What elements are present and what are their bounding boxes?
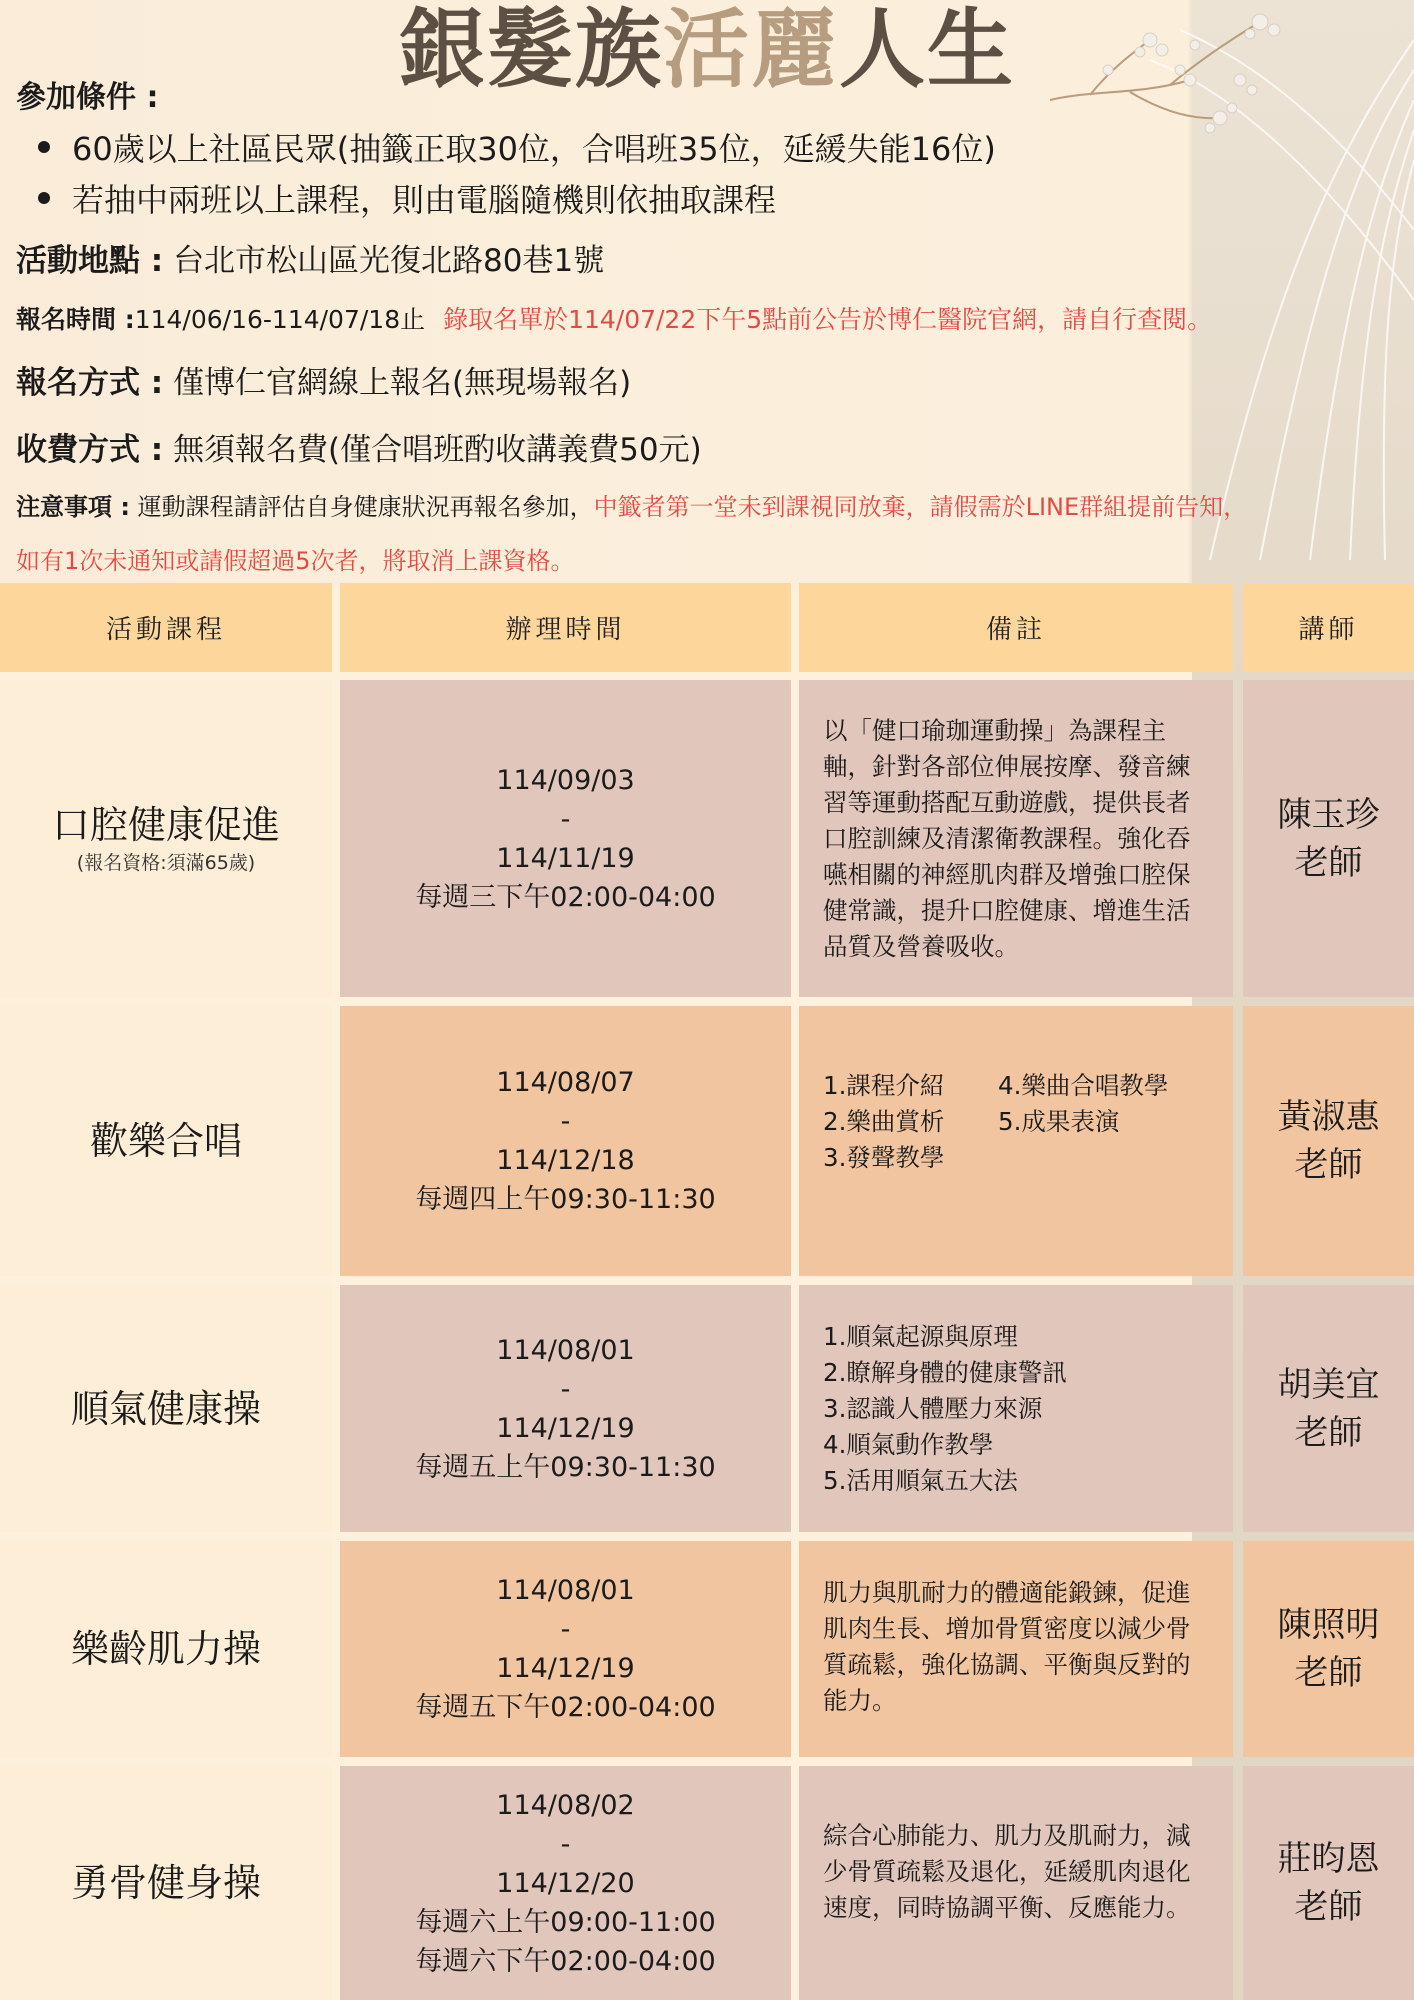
registration-time-value: 114/06/16-114/07/18止 [134,305,426,334]
note-item: 3.認識人體壓力來源 [823,1393,1043,1423]
start-date: 114/08/02 [496,1789,635,1821]
course-note-cell [799,1285,1233,1532]
end-date: 114/12/19 [496,1412,635,1444]
registration-time-label: 報名時間 : [16,305,135,334]
bullet-dot [38,192,50,204]
note-item: 4.順氣動作教學 [823,1429,994,1459]
course-note: 肌力與肌耐力的體適能鍛鍊，促進肌肉生長、增加骨質密度以減少骨質疏鬆，強化協調、平衡與反對的能力。 [823,1578,1191,1715]
end-date: 114/11/19 [496,842,635,874]
course-time-cell [340,1541,791,1757]
condition-item: 若抽中兩班以上課程，則由電腦隨機則依抽取課程 [72,181,777,219]
teacher-cell [1243,1285,1414,1532]
course-name-cell [0,1006,332,1276]
course-note-cell [799,1541,1233,1757]
date-separator: - [560,1828,571,1860]
condition-item: 60歲以上社區民眾(抽籤正取30位，合唱班35位，延緩失能16位) [72,130,996,168]
course-note-cell [799,1766,1233,2000]
course-time-cell [340,1285,791,1532]
course-name: 勇骨健身操 [70,1861,261,1905]
registration-method-line [16,357,631,402]
date-separator: - [560,803,571,835]
bullet-dot [38,141,50,153]
teacher-name: 陳照明 [1277,1605,1380,1645]
course-name-cell [0,1541,332,1757]
start-date: 114/08/07 [496,1067,635,1098]
teacher-title: 老師 [1294,1412,1363,1453]
note-item: 1.課程介紹 [823,1071,945,1100]
course-note-list [823,1068,1198,1176]
course-time-cell [340,1006,791,1276]
date-separator: - [560,1106,571,1137]
course-note: 以「健口瑜珈運動操」為課程主軸，針對各部位伸展按摩、發音練習等運動搭配互動遊戲，提供長者口腔訓練及清潔衛教課程。強化吞嚥相關的神經肌肉群及增強口腔保健常識，提升口腔健康、增進生活品質及營養吸收。 [823,715,1191,961]
fee-label: 收費方式 : [16,432,164,468]
course-time-cell [340,680,791,997]
teacher-cell [1243,1766,1414,2000]
registration-method-label: 報名方式 : [16,365,164,401]
notes-label: 注意事項 : [16,493,130,521]
teacher-title: 老師 [1294,842,1363,883]
teacher-name: 陳玉珍 [1277,794,1380,835]
registration-time-line [16,300,1212,336]
course-name: 樂齡肌力操 [70,1627,261,1671]
note-item: 5.成果表演 [998,1107,1120,1136]
course-name: 口腔健康促進 [51,803,280,847]
note-item: 3.發聲教學 [823,1143,945,1172]
location-value: 台北市松山區光復北路80巷1號 [173,243,605,279]
notes-warning: 中籤者第一堂未到課視同放棄，請假需於LINE群組提前告知， [593,493,1248,521]
fee-line [16,424,702,469]
teacher-cell [1243,680,1414,997]
note-item: 5.活用順氣五大法 [823,1465,1018,1495]
course-name-cell [0,680,332,997]
notes-warning-2: 如有1次未通知或請假超過5次者，將取消上課資格。 [16,547,575,575]
teacher-name: 黃淑惠 [1277,1097,1380,1137]
notes-value: 運動課程請評估自身健康狀況再報名參加， [137,493,594,521]
course-name: 歡樂合唱 [89,1119,242,1163]
start-date: 114/08/01 [496,1334,635,1366]
session-time: 每週三下午02:00-04:00 [415,881,716,913]
page-title: 銀髮族活麗人生 [399,0,1015,100]
registration-method-value: 僅博仁官網線上報名(無現場報名) [173,365,632,401]
session-time: 每週六上午09:00-11:00 [415,1906,716,1938]
location-line [16,235,604,280]
header-course: 活動課程 [0,583,332,672]
teacher-cell [1243,1006,1414,1276]
header-notes: 備註 [799,583,1233,672]
course-eligibility: (報名資格:須滿65歲) [76,852,256,874]
teacher-cell [1243,1541,1414,1757]
note-item: 2.瞭解身體的健康警訊 [823,1357,1067,1387]
note-item: 2.樂曲賞析 [823,1107,945,1136]
course-name-cell [0,1285,332,1532]
end-date: 114/12/20 [496,1867,635,1899]
teacher-title: 老師 [1294,1887,1363,1927]
course-note-cell [799,1006,1233,1276]
registration-notice: 錄取名單於114/07/22下午5點前公告於博仁醫院官網，請自行查閱。 [443,305,1213,334]
notes-line [16,487,1247,522]
teacher-title: 老師 [1294,1145,1363,1185]
session-time: 每週四上午09:30-11:30 [415,1184,716,1215]
teacher-title: 老師 [1294,1653,1363,1693]
date-separator: - [560,1373,571,1405]
location-label: 活動地點 : [16,243,164,279]
end-date: 114/12/19 [496,1653,635,1684]
date-separator: - [560,1614,571,1645]
conditions-label: 參加條件 : [16,80,159,115]
note-item: 1.順氣起源與原理 [823,1321,1018,1351]
course-time-cell [340,1766,791,2000]
session-time: 每週五上午09:30-11:30 [415,1451,716,1483]
course-name-cell [0,1766,332,2000]
header-time: 辦理時間 [340,583,791,672]
course-note-cell [799,680,1233,997]
start-date: 114/08/01 [496,1575,635,1606]
start-date: 114/09/03 [496,764,635,796]
header-teacher: 講師 [1243,583,1414,672]
course-note-list [823,1319,1067,1499]
note-item: 4.樂曲合唱教學 [998,1071,1169,1100]
session-time: 每週五下午02:00-04:00 [415,1692,716,1723]
session-time: 每週六下午02:00-04:00 [415,1945,716,1977]
course-name: 順氣健康操 [70,1386,261,1431]
course-note: 綜合心肺能力、肌力及肌耐力，減少骨質疏鬆及退化，延緩肌肉退化速度，同時協調平衡、反應能力。 [823,1821,1191,1922]
end-date: 114/12/18 [496,1145,635,1176]
teacher-name: 莊昀恩 [1277,1839,1380,1879]
fee-value: 無須報名費(僅合唱班酌收講義費50元) [173,432,702,468]
teacher-name: 胡美宜 [1277,1364,1380,1405]
